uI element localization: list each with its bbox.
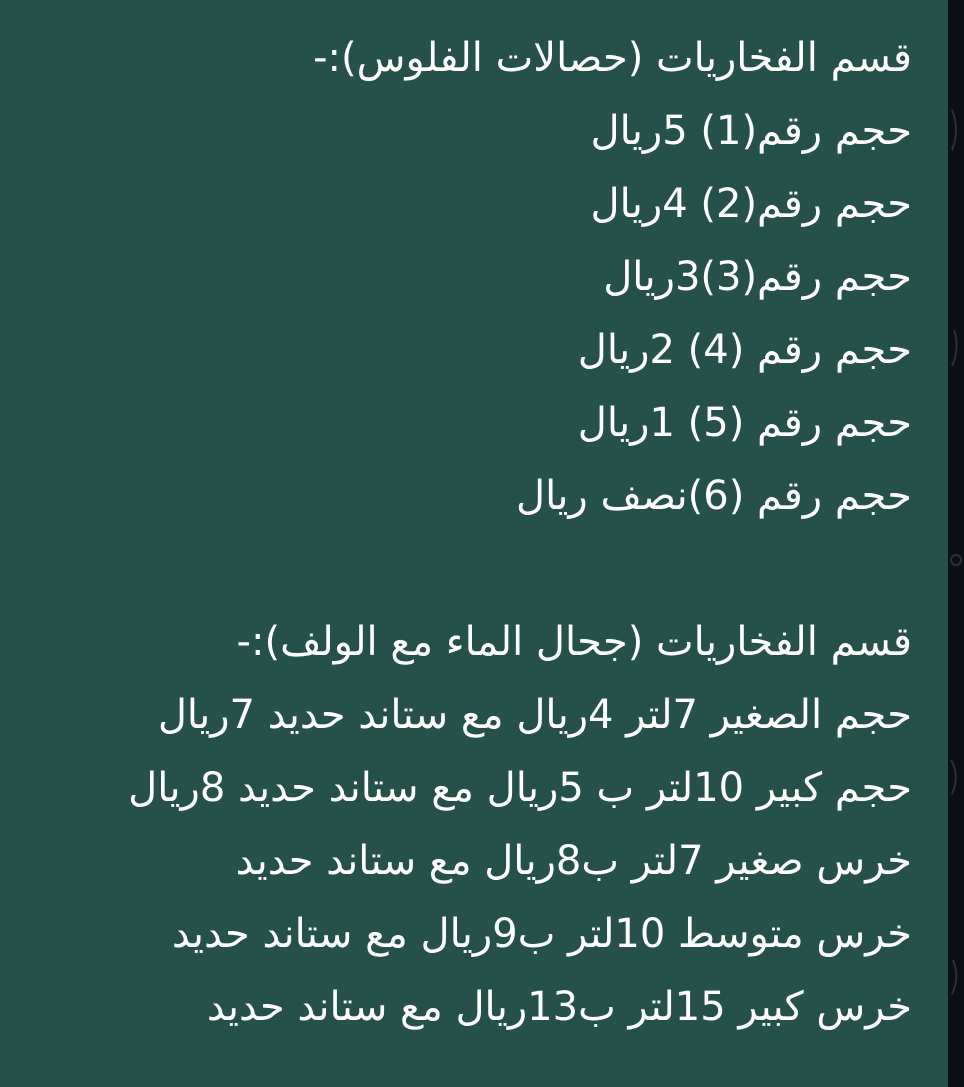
section-2-heading: قسم الفخاريات (جحال الماء مع الولف):- xyxy=(236,619,912,665)
section-spacer xyxy=(20,533,912,606)
price-line: خرس صغير 7لتر ب8ريال مع ستاند حديد xyxy=(235,838,912,884)
price-line: حجم رقم(3)3ريال xyxy=(603,254,912,300)
section-1-heading: قسم الفخاريات (حصالات الفلوس):- xyxy=(313,35,912,81)
price-line: حجم رقم (6)نصف ريال xyxy=(516,473,912,519)
price-line: حجم رقم(1) 5ريال xyxy=(590,108,912,154)
price-line: خرس كبير 15لتر ب13ريال مع ستاند حديد xyxy=(206,984,912,1030)
price-line: حجم الصغير 7لتر 4ريال مع ستاند حديد 7ريال xyxy=(157,692,912,738)
price-line: حجم رقم (4) 2ريال xyxy=(577,327,912,373)
price-line: حجم رقم(2) 4ريال xyxy=(590,181,912,227)
wallpaper-doodle-icon xyxy=(948,0,964,1087)
price-line: خرس متوسط 10لتر ب9ريال مع ستاند حديد xyxy=(171,911,912,957)
price-line: حجم كبير 10لتر ب 5ريال مع ستاند حديد 8ريال xyxy=(128,765,912,811)
price-line: حجم رقم (5) 1ريال xyxy=(577,400,912,446)
